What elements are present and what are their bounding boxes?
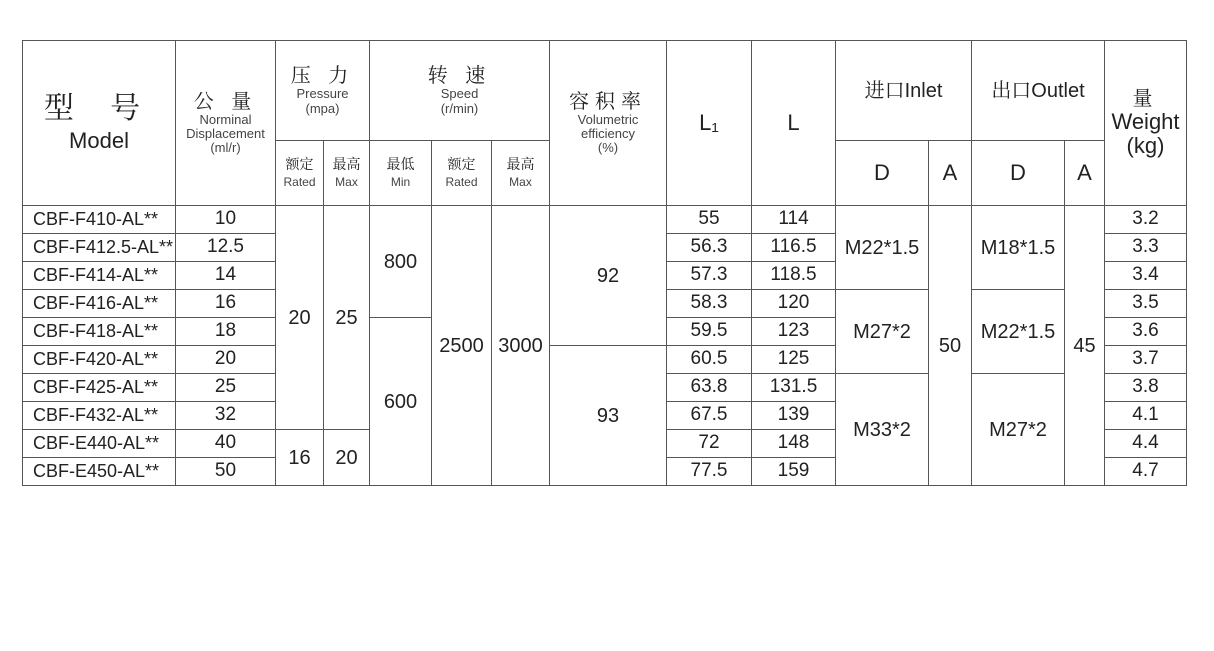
cell-speed-rated: 2500 — [432, 206, 492, 486]
speed-max-en: Max — [509, 174, 532, 189]
cell-model: CBF-F420-AL** — [23, 346, 176, 374]
header-l1: L₁ — [667, 41, 752, 206]
pressure-rated-en: Rated — [283, 174, 316, 189]
cell-model: CBF-E440-AL** — [23, 430, 176, 458]
cell-displacement: 40 — [176, 430, 276, 458]
cell-weight: 3.8 — [1105, 374, 1187, 402]
cell-l: 114 — [752, 206, 836, 234]
cell-l1: 57.3 — [667, 262, 752, 290]
header-model — [23, 41, 176, 206]
speed-rated-en: Rated — [445, 174, 478, 189]
header-pressure-rated — [276, 141, 324, 206]
cell-l1: 59.5 — [667, 318, 752, 346]
cell-l: 148 — [752, 430, 836, 458]
header-inlet-d: D — [836, 141, 929, 206]
header-displacement — [176, 41, 276, 206]
cell-pressure-rated: 20 — [276, 206, 324, 430]
model-zh: 型 号 — [43, 92, 155, 126]
cell-l1: 56.3 — [667, 234, 752, 262]
cell-model: CBF-F416-AL** — [23, 290, 176, 318]
displacement-zh: 公 量 — [193, 90, 258, 113]
speed-min-zh: 最低 — [386, 156, 415, 173]
cell-displacement: 32 — [176, 402, 276, 430]
header-pressure-max — [324, 141, 370, 206]
efficiency-unit: (%) — [597, 140, 619, 156]
cell-outlet-a: 45 — [1065, 206, 1105, 486]
cell-displacement: 14 — [176, 262, 276, 290]
header-speed — [370, 41, 550, 141]
cell-outlet-d: M27*2 — [972, 374, 1065, 486]
pressure-en: Pressure — [296, 86, 349, 102]
cell-weight: 4.4 — [1105, 430, 1187, 458]
cell-displacement: 16 — [176, 290, 276, 318]
cell-weight: 3.7 — [1105, 346, 1187, 374]
displacement-unit: (ml/r) — [210, 140, 241, 156]
header-weight — [1105, 41, 1187, 206]
cell-l: 120 — [752, 290, 836, 318]
cell-displacement: 20 — [176, 346, 276, 374]
cell-l1: 63.8 — [667, 374, 752, 402]
efficiency-zh: 容积率 — [569, 90, 647, 113]
model-en: Model — [69, 128, 129, 154]
cell-l1: 77.5 — [667, 458, 752, 486]
cell-l: 118.5 — [752, 262, 836, 290]
cell-weight: 4.1 — [1105, 402, 1187, 430]
speed-min-en: Min — [390, 174, 411, 189]
pressure-zh: 压 力 — [290, 65, 355, 88]
pressure-rated-zh: 额定 — [285, 156, 314, 173]
cell-speed-min: 800 — [370, 206, 432, 318]
header-inlet-a: A — [929, 141, 972, 206]
cell-weight: 3.4 — [1105, 262, 1187, 290]
weight-unit: (kg) — [1126, 133, 1165, 158]
cell-l1: 60.5 — [667, 346, 752, 374]
cell-l: 116.5 — [752, 234, 836, 262]
cell-model: CBF-F425-AL** — [23, 374, 176, 402]
spec-table — [22, 40, 1187, 486]
cell-pressure-max: 25 — [324, 206, 370, 430]
cell-model: CBF-F414-AL** — [23, 262, 176, 290]
header-speed-rated — [432, 141, 492, 206]
cell-l: 123 — [752, 318, 836, 346]
cell-weight: 3.6 — [1105, 318, 1187, 346]
cell-speed-max: 3000 — [492, 206, 550, 486]
cell-inlet-a: 50 — [929, 206, 972, 486]
cell-l1: 55 — [667, 206, 752, 234]
header-efficiency — [550, 41, 667, 206]
cell-l1: 72 — [667, 430, 752, 458]
cell-inlet-d: M27*2 — [836, 290, 929, 374]
cell-l: 139 — [752, 402, 836, 430]
header-speed-max — [492, 141, 550, 206]
cell-model: CBF-F412.5-AL** — [23, 234, 176, 262]
header-l: L — [752, 41, 836, 206]
header-pressure — [276, 41, 370, 141]
cell-efficiency: 92 — [550, 206, 667, 346]
cell-weight: 3.5 — [1105, 290, 1187, 318]
cell-displacement: 10 — [176, 206, 276, 234]
cell-model: CBF-E450-AL** — [23, 458, 176, 486]
cell-inlet-d: M22*1.5 — [836, 206, 929, 290]
header-outlet: 出口Outlet — [972, 41, 1105, 141]
cell-weight: 4.7 — [1105, 458, 1187, 486]
cell-weight: 3.3 — [1105, 234, 1187, 262]
efficiency-en2: efficiency — [581, 125, 635, 141]
header-inlet: 进口Inlet — [836, 41, 972, 141]
displacement-en2: Displacement — [186, 125, 265, 141]
cell-outlet-d: M18*1.5 — [972, 206, 1065, 290]
displacement-en1: Norminal — [199, 111, 252, 127]
speed-rated-zh: 额定 — [447, 156, 476, 173]
cell-l: 159 — [752, 458, 836, 486]
cell-pressure-rated: 16 — [276, 430, 324, 486]
header-outlet-d: D — [972, 141, 1065, 206]
cell-displacement: 12.5 — [176, 234, 276, 262]
cell-pressure-max: 20 — [324, 430, 370, 486]
cell-inlet-d: M33*2 — [836, 374, 929, 486]
cell-model: CBF-F410-AL** — [23, 206, 176, 234]
header-speed-min — [370, 141, 432, 206]
cell-displacement: 25 — [176, 374, 276, 402]
weight-en: Weight — [1111, 108, 1180, 134]
speed-en: Speed — [440, 86, 479, 102]
pressure-max-en: Max — [335, 174, 358, 189]
pressure-max-zh: 最高 — [332, 156, 361, 173]
cell-model: CBF-F418-AL** — [23, 318, 176, 346]
cell-l: 131.5 — [752, 374, 836, 402]
speed-zh: 转 速 — [427, 65, 492, 88]
cell-weight: 3.2 — [1105, 206, 1187, 234]
efficiency-en1: Volumetric — [577, 111, 639, 127]
weight-zh: 量 — [1132, 87, 1159, 110]
speed-max-zh: 最高 — [506, 156, 535, 173]
pressure-unit: (mpa) — [305, 100, 340, 116]
cell-l: 125 — [752, 346, 836, 374]
cell-model: CBF-F432-AL** — [23, 402, 176, 430]
cell-displacement: 18 — [176, 318, 276, 346]
cell-outlet-d: M22*1.5 — [972, 290, 1065, 374]
cell-efficiency: 93 — [550, 346, 667, 486]
cell-l1: 58.3 — [667, 290, 752, 318]
speed-unit: (r/min) — [440, 100, 479, 116]
cell-l1: 67.5 — [667, 402, 752, 430]
header-outlet-a: A — [1065, 141, 1105, 206]
cell-displacement: 50 — [176, 458, 276, 486]
cell-speed-min: 600 — [370, 318, 432, 486]
